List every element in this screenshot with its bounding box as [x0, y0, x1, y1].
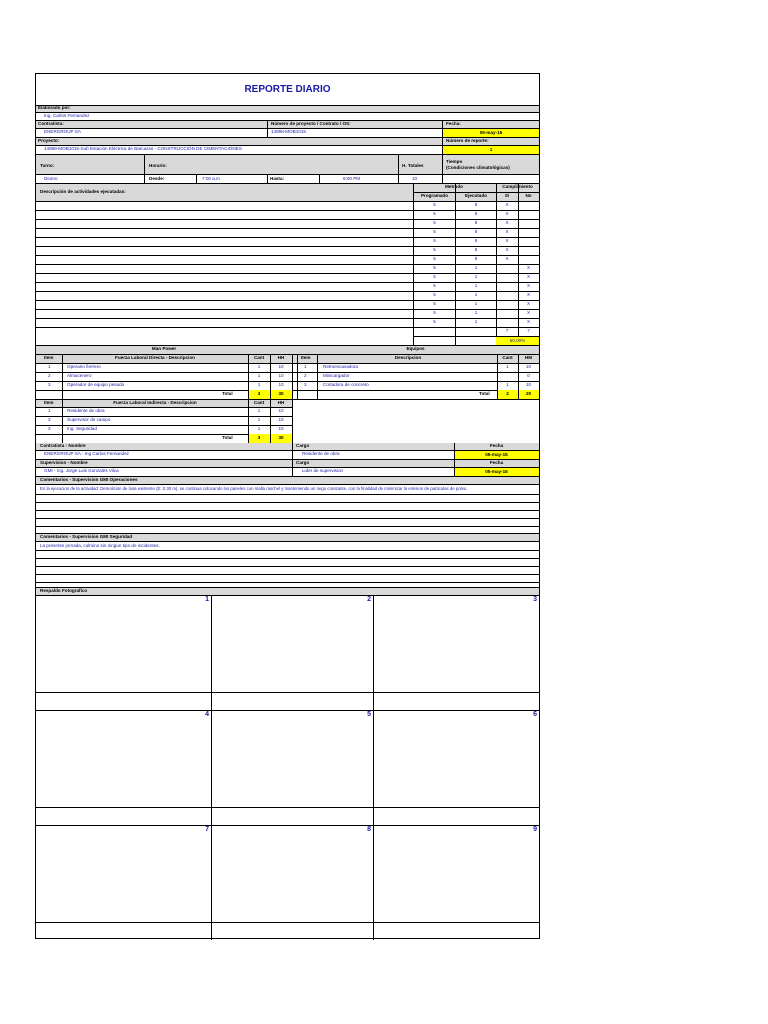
- cargo-value-2: Lider de supervision: [302, 468, 344, 473]
- mp-item-label: Item: [44, 355, 54, 360]
- eq-item: 1: [304, 364, 307, 369]
- eq-hm: 10: [525, 382, 532, 387]
- activity-ejecutado: 8: [474, 211, 478, 216]
- mp-indirecta-desc: Supervisor de campo: [67, 417, 111, 422]
- desde-label: Desde:: [149, 176, 165, 181]
- coment-ops-text: En la ejecucion de la actividad: Demolicion de losa existente (E: 0.30 m), se continua colocando los paneles con malla raschel y manteniendo un riego constante, con la finalidad de minimizar la emision de particulas de polvo.: [40, 486, 468, 491]
- photo-col-line: [373, 595, 374, 940]
- activity-si: X: [505, 247, 509, 252]
- proyecto-value: 14898-MOB1015-Sub Estación Eléctrica de Barcazas - CONSTRUCCIÓN DE CIMENTACIONES: [44, 146, 242, 151]
- mp-directa-cant: 1: [257, 382, 261, 387]
- daily-report-sheet: [35, 73, 540, 939]
- photo-number-5: 5: [367, 711, 371, 718]
- elaborado-value: Ing. Carlos Fernandez: [44, 113, 90, 118]
- activity-programado: 5: [433, 310, 436, 315]
- photo-row-line: [36, 825, 539, 826]
- mp-directa-cant: 1: [257, 364, 261, 369]
- mp-col-line: [62, 354, 63, 443]
- activity-row-line: [36, 291, 539, 292]
- activity-programado: 5: [433, 256, 436, 261]
- activity-programado: 5: [433, 319, 436, 324]
- no-label: No: [525, 193, 532, 198]
- activity-row-line: [36, 219, 539, 220]
- contratista-nombre-value: ENERGROUP SA - Ing Carlos Fernandez: [44, 451, 129, 456]
- tiempo-label: Tiempo: [446, 159, 463, 164]
- activity-ejecutado: 8: [474, 238, 478, 243]
- activity-programado: 5: [433, 220, 436, 225]
- cargo-label-1: Cargo: [296, 443, 310, 448]
- photo-number-8: 8: [367, 826, 371, 833]
- photo-col-line: [211, 595, 212, 940]
- desde-value: 7:00 a.m: [202, 176, 220, 181]
- activity-ejecutado: 8: [474, 220, 478, 225]
- photo-number-4: 4: [205, 711, 209, 718]
- eq-cant-label: Cant: [502, 355, 513, 360]
- activity-ejecutado: 1: [474, 283, 478, 288]
- eq-cant: 1: [506, 382, 509, 387]
- activity-ejecutado: 8: [474, 247, 478, 252]
- activity-row-line: [36, 237, 539, 238]
- photo-caption-line: [36, 807, 539, 808]
- mp-indirecta-cant: 1: [257, 408, 261, 413]
- activity-programado: 5: [433, 211, 436, 216]
- activity-row-line: [36, 282, 539, 283]
- manpower-label: Man Power: [151, 346, 177, 351]
- cargo-value-1: Residente de obra: [302, 451, 340, 456]
- eq-cant: 1: [506, 364, 509, 369]
- proyecto-label: Proyecto:: [38, 138, 60, 143]
- activity-row-line: [36, 264, 539, 265]
- coment-seg-text: La presente jornada, culmino sin ningun tipo de incidentes.: [40, 543, 160, 548]
- mp-cant-label: Cant: [253, 355, 265, 360]
- mp-directa-hh: 10: [278, 382, 284, 387]
- photo-number-9: 9: [533, 826, 537, 833]
- eq-total-label: Total: [479, 391, 490, 396]
- activity-no: X: [526, 274, 531, 279]
- coment-seg-label: Comentarios - Supervision GMI Seguridad: [40, 534, 133, 539]
- mp-indirecta-item: 1: [48, 408, 51, 413]
- activity-total-no: 7: [527, 328, 530, 333]
- mp-indirecta-desc: Residente de obra: [67, 408, 105, 413]
- activity-col-line: [455, 184, 456, 345]
- numero-proyecto-label: Número de proyecto / Contrato / OS:: [271, 121, 351, 126]
- mp-indirecta-hh: 10: [278, 417, 284, 422]
- h-totales-label: H. Totales: [402, 163, 424, 168]
- activity-ejecutado: 1: [474, 274, 478, 279]
- firma-fecha-label-1: Fecha: [489, 443, 504, 448]
- photo-caption-line: [36, 922, 539, 923]
- eq-desc: Retroexcavadora: [323, 364, 358, 369]
- activity-ejecutado: 8: [474, 229, 478, 234]
- mp-indirecta-total-cant: 3: [257, 435, 261, 440]
- activity-programado: 5: [433, 283, 436, 288]
- mp-directa-item: 3: [48, 382, 51, 387]
- mp-directa-hh: 10: [278, 373, 284, 378]
- activity-si: X: [505, 211, 509, 216]
- mp-directa-item: 2: [48, 373, 51, 378]
- activity-si: X: [505, 238, 509, 243]
- mp-directa-cant: 1: [257, 373, 261, 378]
- photo-number-3: 3: [533, 596, 537, 603]
- turno-label: Turno:: [40, 163, 55, 168]
- activity-programado: 5: [433, 247, 436, 252]
- activity-no: X: [526, 265, 531, 270]
- numero-reporte-value: 1: [489, 147, 493, 152]
- mp-directa-total-label: Total: [222, 391, 233, 396]
- mp-indirecta-item-label: Item: [44, 400, 54, 405]
- activity-row-line: [36, 228, 539, 229]
- eq-desc-label: Descripcion: [394, 355, 422, 360]
- photo-number-1: 1: [205, 596, 209, 603]
- activity-no: X: [526, 301, 531, 306]
- activity-programado: 5: [433, 229, 436, 234]
- firma-fecha-label-2: Fecha: [489, 460, 504, 465]
- metrado-label: Metrado: [445, 184, 463, 189]
- mp-indirecta-cant-label: Cant: [253, 400, 265, 405]
- hasta-label: Hasta:: [270, 176, 285, 181]
- activity-col-line: [518, 184, 519, 345]
- ejecutado-label: Ejecutado: [465, 193, 487, 198]
- activity-row-line: [36, 309, 539, 310]
- elaborado-label: Elaborado por:: [38, 105, 71, 110]
- eq-item: 2: [304, 373, 307, 378]
- cargo-label-2: Cargo: [296, 460, 310, 465]
- mp-indirecta-hh: 10: [278, 408, 284, 413]
- eq-col-line: [518, 354, 519, 399]
- activity-ejecutado: 1: [474, 319, 478, 324]
- eq-col-line: [297, 354, 298, 399]
- mp-directa-desc: Almacenero: [67, 373, 92, 378]
- activity-programado: 5: [433, 274, 436, 279]
- photo-number-7: 7: [205, 826, 209, 833]
- photo-number-6: 6: [533, 711, 537, 718]
- activity-ejecutado: 1: [474, 310, 478, 315]
- actividades-label: Descripción de actividades ejecutadas:: [40, 189, 126, 194]
- activity-ejecutado: 8: [474, 256, 478, 261]
- activity-col-line: [413, 184, 414, 345]
- firma-fecha-value-2: 05-may-15: [485, 469, 508, 474]
- activity-programado: 5: [433, 292, 436, 297]
- activity-programado: 5: [433, 265, 436, 270]
- h-totales-value: 10: [412, 176, 418, 181]
- mp-col-line: [248, 354, 249, 443]
- activity-programado: 5: [433, 238, 436, 243]
- activity-row-line: [36, 255, 539, 256]
- mp-directa-desc: Operario fierrero: [67, 364, 101, 369]
- activity-ejecutado: 1: [474, 292, 478, 297]
- programado-label: Programado: [420, 193, 449, 198]
- coment-ops-label: Comentarios - Supervision GMI Operaciones: [40, 477, 138, 482]
- activity-si: X: [505, 229, 509, 234]
- activity-row-line: [36, 318, 539, 319]
- activity-total-si: 7: [505, 328, 509, 333]
- photo-caption-line: [36, 692, 539, 693]
- mp-indirecta-desc: Ing. Seguridad: [67, 426, 97, 431]
- header-band: [36, 105, 539, 112]
- mp-directa-hh: 10: [278, 364, 284, 369]
- cumplimiento-label: Cumplimiento: [502, 184, 533, 189]
- activity-no: X: [526, 292, 531, 297]
- activity-programado: 5: [433, 202, 436, 207]
- si-label: Si: [504, 193, 510, 198]
- fotos-label: Respaldo Fotografico: [40, 588, 88, 593]
- activity-si: X: [505, 256, 509, 261]
- hasta-value: 6:00 PM: [343, 176, 361, 181]
- eq-desc: Cortadora de concreto: [323, 382, 369, 387]
- supervision-nombre-label: Supervision - Nombre: [40, 460, 88, 465]
- mp-indirecta-hh: 10: [278, 426, 284, 431]
- mp-hh-label: HH: [277, 355, 285, 360]
- activity-row-line: [36, 273, 539, 274]
- activity-no: X: [526, 319, 531, 324]
- mp-indirecta-cant: 1: [257, 417, 261, 422]
- horario-label: Horario:: [149, 163, 167, 168]
- activity-col-line: [496, 184, 497, 345]
- report-title: REPORTE DIARIO: [244, 84, 331, 95]
- mp-indirecta-item: 2: [48, 417, 51, 422]
- numero-proyecto-value: 14898-MOB1015: [271, 129, 306, 134]
- activity-ejecutado: 8: [474, 202, 478, 207]
- eq-item: 3: [304, 382, 307, 387]
- eq-desc: Minicargador: [323, 373, 350, 378]
- contratista-value: ENERGROUP SA: [44, 129, 81, 134]
- contratista-label: Contratista:: [38, 121, 64, 126]
- fecha-label: Fecha:: [446, 121, 461, 126]
- mp-indirecta-total-label: Total: [222, 435, 233, 440]
- eq-item-label: Item: [301, 355, 311, 360]
- eq-col-line: [497, 354, 498, 399]
- mp-directa-desc: Operador de equipo pesado: [67, 382, 125, 387]
- eq-hm: 0: [527, 373, 530, 378]
- mp-indirecta-cant: 1: [257, 426, 261, 431]
- turno-value: Diurno: [44, 176, 58, 181]
- photo-row-line: [36, 710, 539, 711]
- eq-total-cant: 2: [506, 391, 509, 396]
- equipos-label: Equipos: [406, 346, 425, 351]
- mp-col-line: [292, 354, 293, 443]
- mp-col-line: [270, 354, 271, 443]
- activity-no: X: [526, 310, 531, 315]
- mp-directa-total-cant: 3: [257, 391, 261, 396]
- activity-si: X: [505, 220, 509, 225]
- eq-col-line: [317, 354, 318, 399]
- activity-no: X: [526, 283, 531, 288]
- activity-row-line: [36, 300, 539, 301]
- porcentaje-value: 50.00%: [509, 338, 526, 343]
- mp-indirecta-item: 3: [48, 426, 51, 431]
- directa-label: Fuerza Laboral Directa - Descripcion: [115, 355, 195, 360]
- activity-row-line: [36, 327, 539, 328]
- eq-hm: 10: [525, 364, 532, 369]
- fecha-value: 05-may-15: [479, 130, 503, 135]
- indirecta-label: Fuerza Laboral Indirecta - Descripcion: [113, 400, 197, 405]
- activity-row-line: [36, 246, 539, 247]
- mp-indirecta-total-hh: 30: [278, 435, 284, 440]
- photo-number-2: 2: [367, 596, 371, 603]
- activity-ejecutado: 1: [474, 301, 478, 306]
- activity-ejecutado: 1: [474, 265, 478, 270]
- supervision-nombre-value: GMI - Ing. Jorge Luis Gonzales Vilca: [44, 468, 119, 473]
- mp-indirecta-hh-label: HH: [277, 400, 285, 405]
- eq-hm-label: HM: [524, 355, 533, 360]
- activity-si: X: [505, 202, 509, 207]
- contratista-nombre-label: Contratista - Nombre: [40, 443, 86, 448]
- firma-fecha-value-1: 05-may-15: [485, 452, 508, 457]
- mp-directa-total-hh: 30: [278, 391, 284, 396]
- activity-programado: 5: [433, 301, 436, 306]
- eq-total-hm: 20: [525, 391, 532, 396]
- tiempo-sub-label: (Condiciones climatológicas): [446, 165, 510, 170]
- mp-directa-item: 1: [48, 364, 51, 369]
- activity-row-line: [36, 210, 539, 211]
- numero-reporte-label: Número de reporte:: [446, 138, 489, 143]
- mp-row-line: [36, 372, 539, 373]
